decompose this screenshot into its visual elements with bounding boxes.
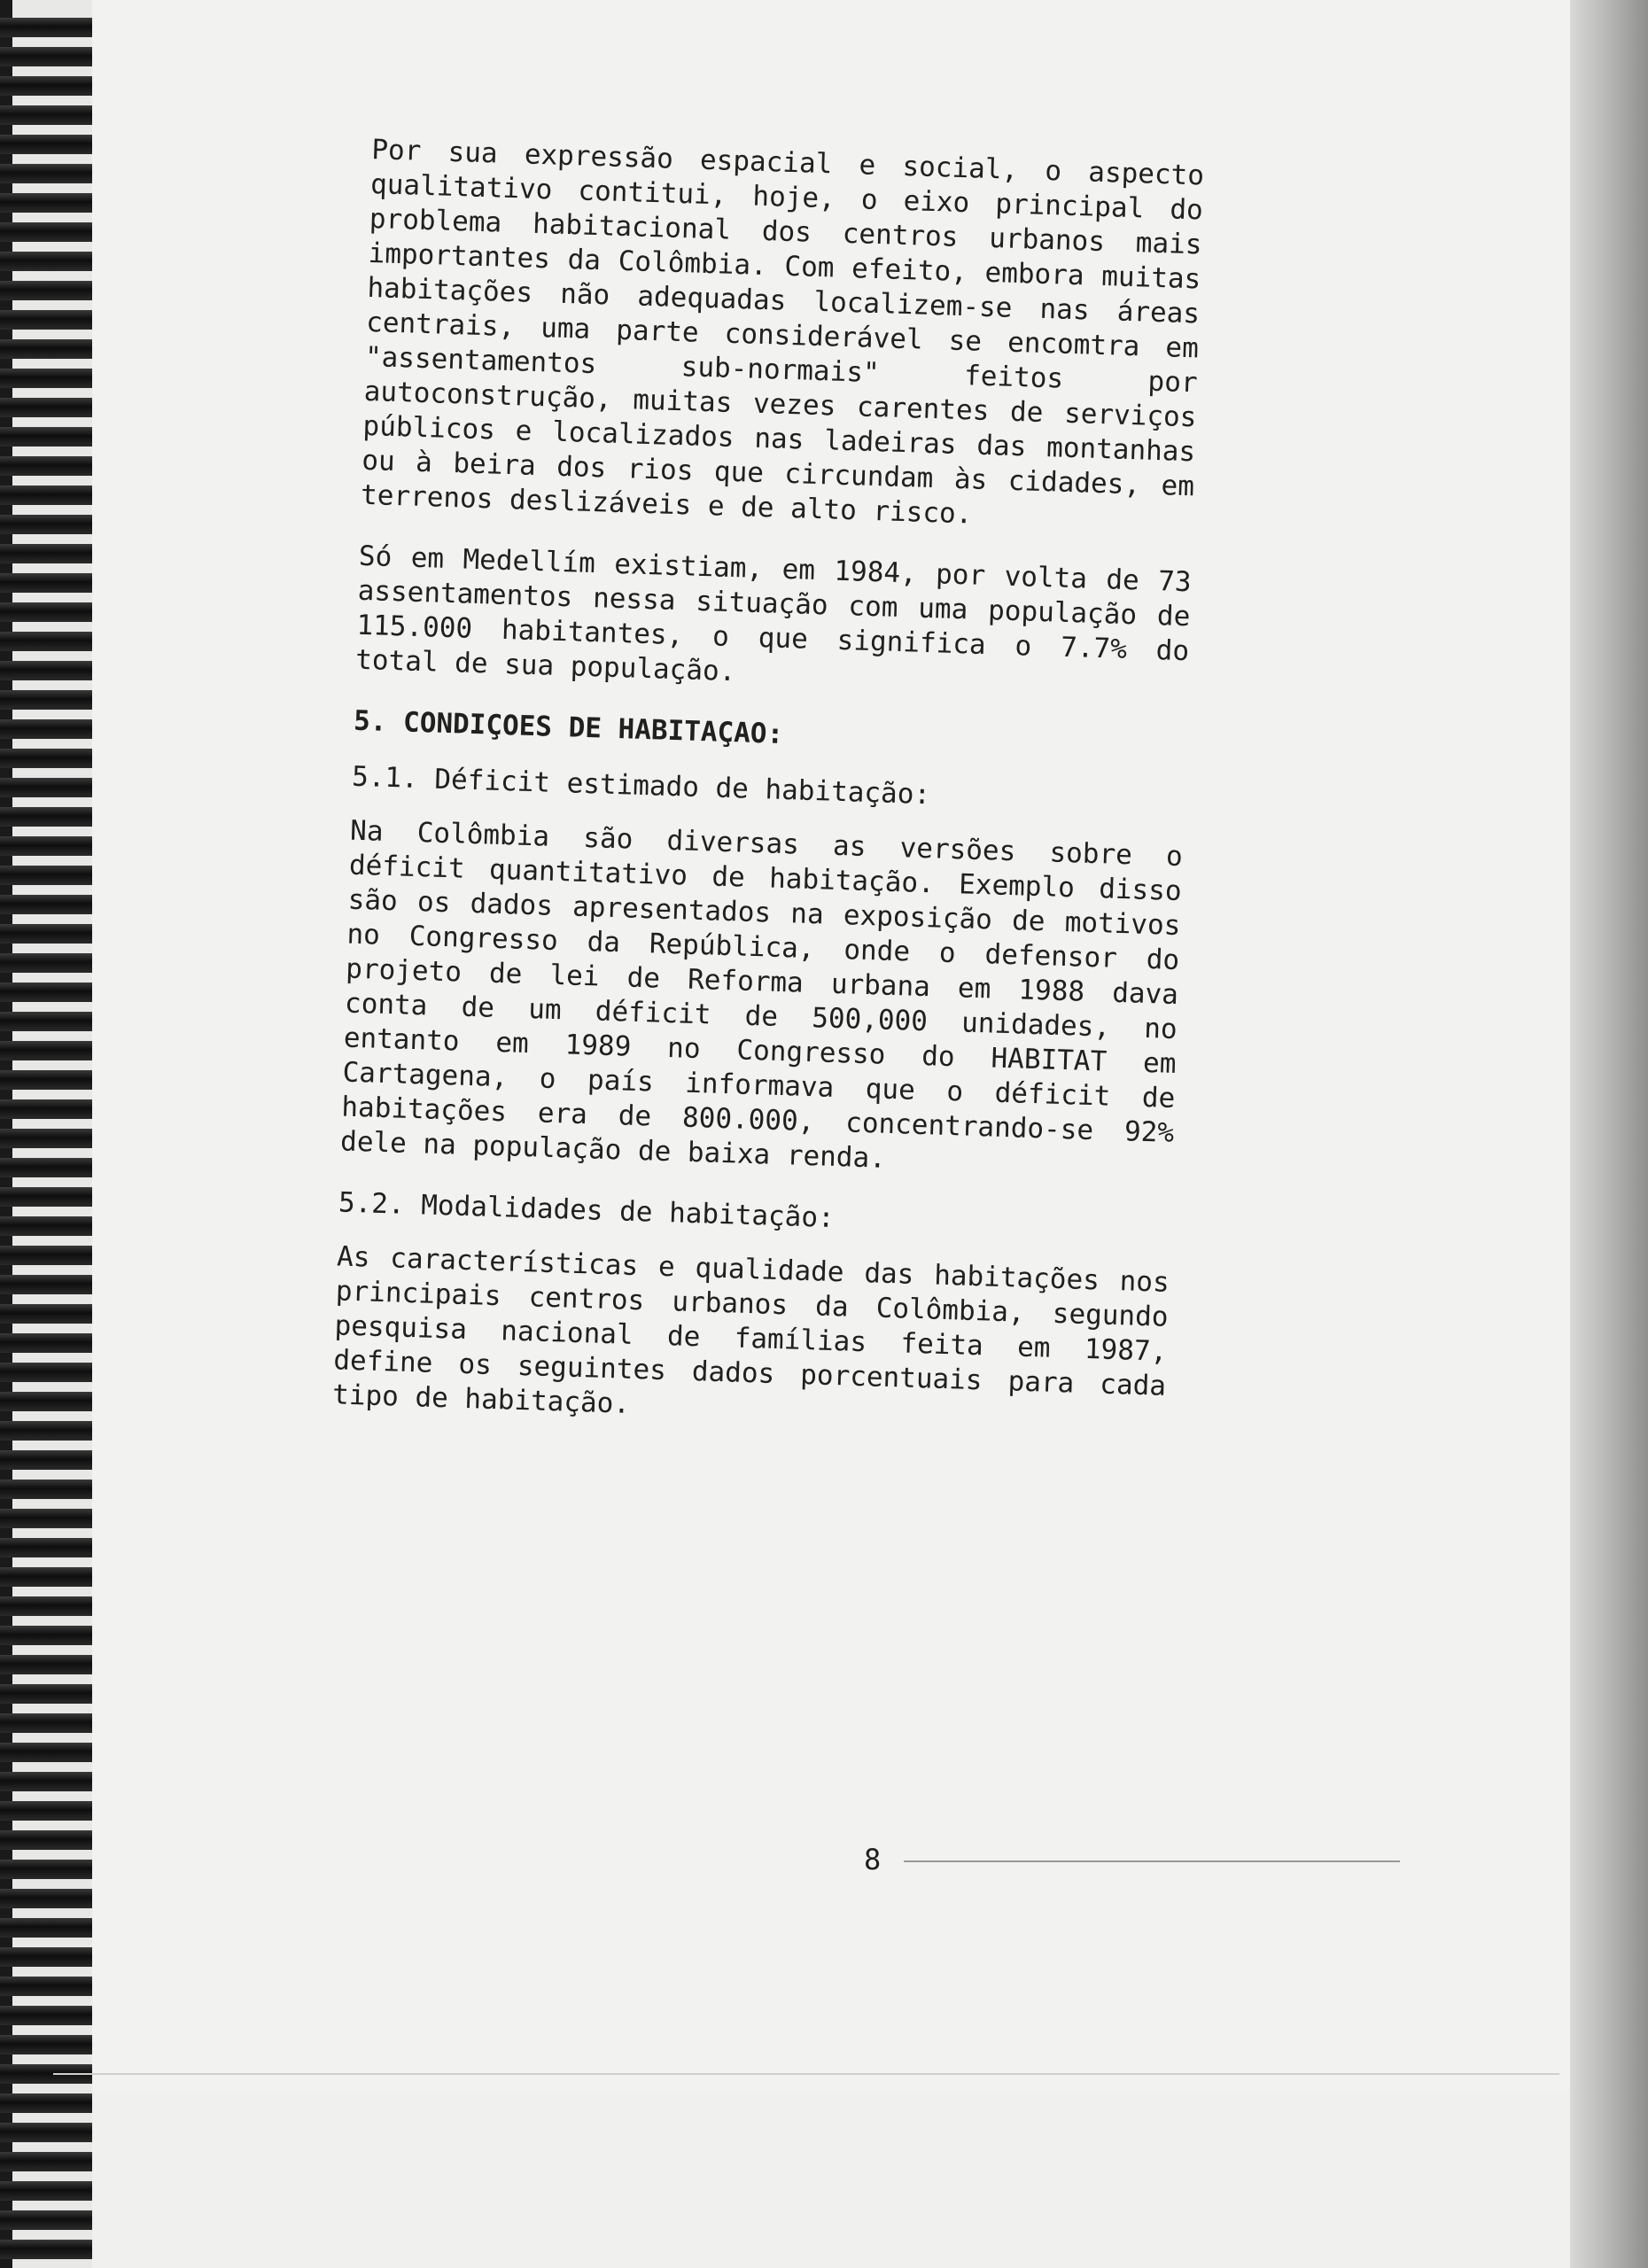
page-number: 8 xyxy=(864,1843,882,1876)
section-5-2-paragraph: As características e qualidade das habitações nos principais centros urbanos da Colômbia, segundo pesquisa nacional de famílias feita em 1987, define os seguintes dados porcentuais para cada tipo de habitação. xyxy=(331,1240,1170,1420)
paragraph-2: Só em Medellím existiam, em 1984, por volta de 73 assentamentos nessa situação com uma população de 115.000 habitantes, o que significa o 7.7% do total de sua população. xyxy=(354,540,1193,688)
bleed-through-line xyxy=(904,1860,1400,1862)
section-5-heading: 5. CONDIÇOES DE HABITAÇAO: xyxy=(353,704,784,750)
section-5-1-heading: 5.1. Déficit estimado de habitação: xyxy=(351,760,931,812)
page-fold-line xyxy=(53,2073,1559,2075)
section-5-1-paragraph: Na Colômbia são diversas as versões sobre o déficit quantitativo de habitação. Exemplo disso são os dados apresentados na exposição de motivos no Congresso da República, onde o defensor do projeto de lei de Reforma urbana em 1988 dava conta de um déficit de 500,000 unidades, no entanto em 1989 no Congresso do HABITAT em Cartagena, o país informava que o déficit de habitações era de 800.000, concentrando-se 92% dele na população de baixa renda. xyxy=(339,814,1184,1175)
section-5-2-heading: 5.2. Modalidades de habitação: xyxy=(338,1186,836,1234)
page-bottom-area xyxy=(92,2091,1570,2268)
document-body xyxy=(331,133,1205,1465)
paragraph-1: Por sua expressão espacial e social, o aspecto qualitativo contitui, hoje, o eixo principal do problema habitacional dos centros urbanos mais importantes da Colômbia. Com efeito, embora muitas habitações não adequadas localizem-se nas áreas centrais, uma parte considerável se encomtra em "assentamentos sub-normais" feitos por autoconstrução, muitas vezes carentes de serviços públicos e localizados nas ladeiras das montanhas ou à beira dos rios que circundam às cidades, em terrenos deslizáveis e de alto risco. xyxy=(360,133,1205,531)
page-stack-edge xyxy=(1570,0,1648,2268)
